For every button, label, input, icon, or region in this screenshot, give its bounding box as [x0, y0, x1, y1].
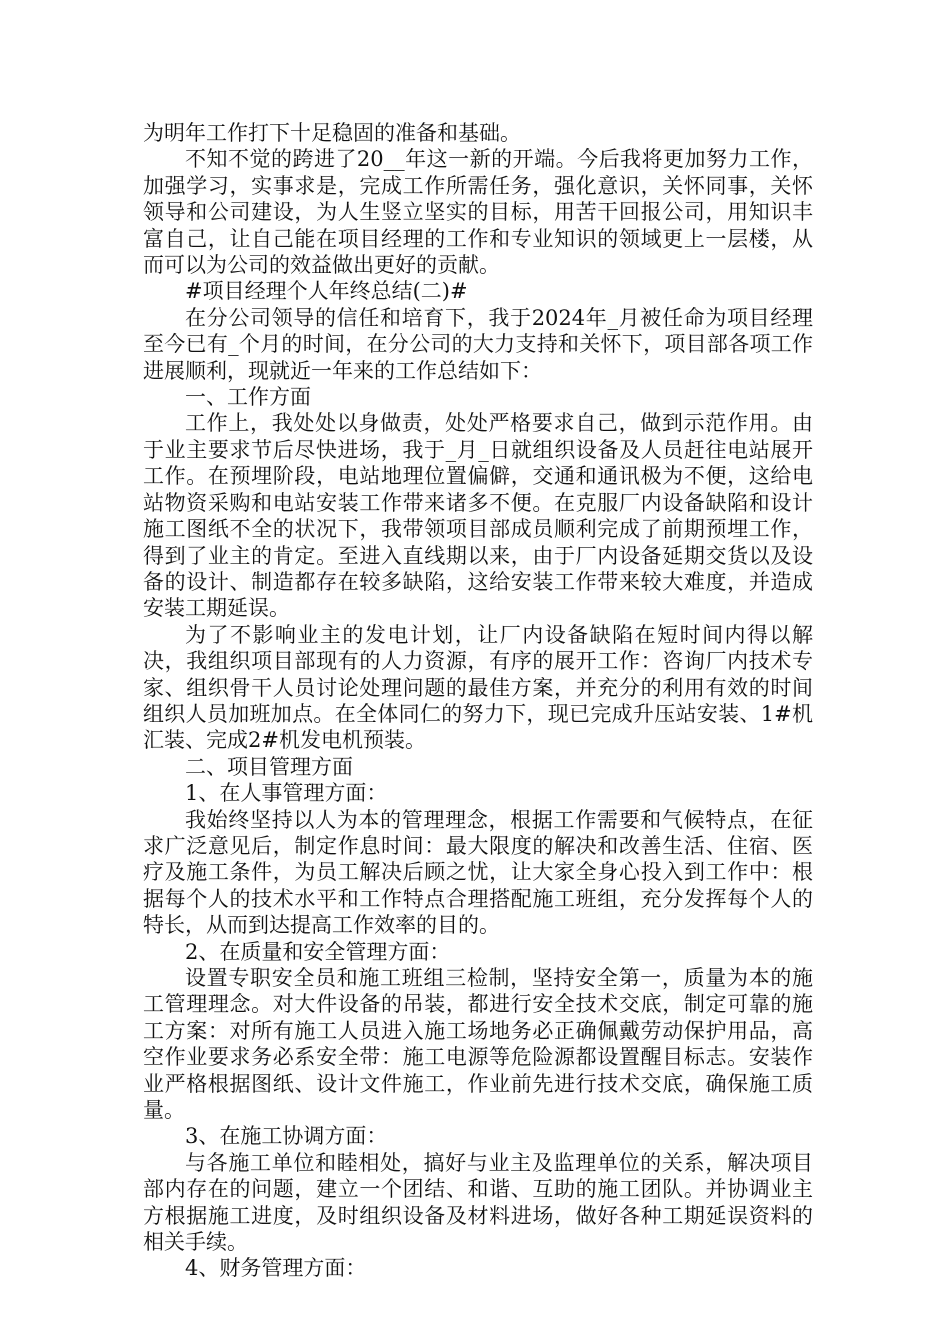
paragraph-quality-safety: 设置专职安全员和施工班组三检制，坚持安全第一，质量为本的施工管理理念。对大件设备的吊装，都进行安全技术交底，制定可靠的施工方案：对所有施工人员进入施工场地务必正确佩戴劳动保护用品，高空作业要求务必系安全带：施工电源等危险源都设置醒目标志。安装作业严格根据图纸、设计文件施工，作业前先进行技术交底，确保施工质量。	[143, 966, 813, 1123]
subheading-finance: 4、财务管理方面：	[185, 1256, 367, 1281]
paragraph-continuation: 为明年工作打下十足稳固的准备和基础。	[143, 121, 521, 145]
paragraph-coordination: 与各施工单位和睦相处，搞好与业主及监理单位的关系，解决项目部内存在的问题，建立一个团结、和谐、互助的施工团队。并协调业主方根据施工进度，及时组织设备及材料进场，做好各种工期延误资料的相关手续。	[143, 1150, 813, 1255]
document-body	[143, 120, 813, 1282]
subheading-personnel: 1、在人事管理方面：	[185, 781, 388, 806]
paragraph-work-details: 工作上，我处处以身做责，处处严格要求自己，做到示范作用。由于业主要求节后尽快进场，我于_月_日就组织设备及人员赶往电站展开工作。在预埋阶段，电站地理位置偏僻，交通和通讯极为不便，这给电站物资采购和电站安装工作带来诸多不便。在克服厂内设备缺陷和设计施工图纸不全的状况下，我带领项目部成员顺利完成了前期预埋工作，得到了业主的肯定。至进入直线期以来，由于厂内设备延期交货以及设备的设计、制造都存在较多缺陷，这给安装工作带来较大难度，并造成安装工期延误。	[143, 411, 813, 621]
paragraph-personnel: 我始终坚持以人为本的管理理念，根据工作需要和气候特点，在征求广泛意见后，制定作息时间：最大限度的解决和改善生活、住宿、医疗及施工条件，为员工解决后顾之忧，让大家全身心投入到工作中：根据每个人的技术水平和工作特点合理搭配施工班组，充分发挥每个人的特长，从而到达提高工作效率的目的。	[143, 807, 813, 938]
subheading-coordination: 3、在施工协调方面：	[185, 1124, 388, 1149]
heading-work: 一、工作方面	[185, 385, 311, 410]
paragraph-new-year-outlook: 不知不觉的跨进了20__年这一新的开端。今后我将更加努力工作，加强学习，实事求是，完成工作所需任务，强化意识，关怀同事，关怀领导和公司建设，为人生竖立坚实的目标，用苦干回报公司，用知识丰富自己，让自己能在项目经理的工作和专业知识的领域更上一层楼，从而可以为公司的效益做出更好的贡献。	[143, 147, 813, 278]
heading-project-management: 二、项目管理方面	[185, 754, 353, 779]
paragraph-work-progress: 为了不影响业主的发电计划，让厂内设备缺陷在短时间内得以解决，我组织项目部现有的人力资源，有序的展开工作：咨询厂内技术专家、组织骨干人员讨论处理问题的最佳方案，并充分的利用有效的时间组织人员加班加点。在全体同仁的努力下，现已完成升压站安装、1#机汇装、完成2#机发电机预装。	[143, 622, 813, 753]
subheading-quality-safety: 2、在质量和安全管理方面：	[185, 939, 451, 964]
section-title: #项目经理个人年终总结(二)#	[185, 279, 468, 304]
paragraph-intro: 在分公司领导的信任和培育下，我于2024年_月被任命为项目经理至今已有_个月的时间，在分公司的大力支持和关怀下，项目部各项工作进展顺利，现就近一年来的工作总结如下：	[143, 305, 813, 383]
